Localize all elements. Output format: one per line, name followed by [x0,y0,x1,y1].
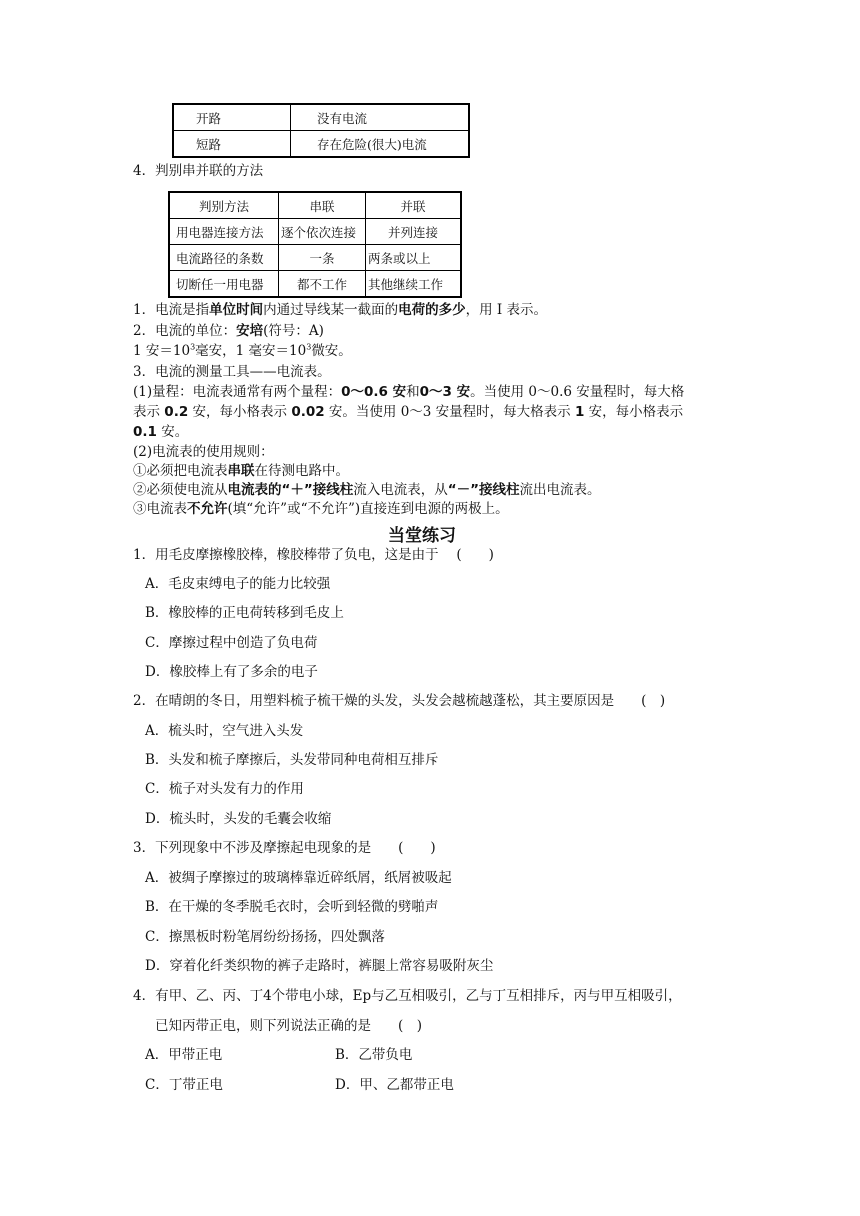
question-4-option-d: D．甲、乙都带正电 [335,1077,454,1093]
note-usage-rules: (2)电流表的使用规则： [133,444,274,460]
question-4-option-b: B．乙带负电 [335,1047,413,1063]
table-header: 串联 [279,192,366,219]
question-4-stem-continued: 已知丙带正电，则下列说法正确的是 ( ) [155,1018,423,1034]
table-cell: 逐个依次连接 [279,219,366,245]
question-1-option-a: A．毛皮束缚电子的能力比较强 [145,576,331,592]
table-cell: 并列连接 [366,219,462,245]
circuit-state-table [172,103,470,158]
note-range-line1: (1)量程：电流表通常有两个量程：0～0.6 安和0～3 安。当使用 0～0.6 安量程时，每大格 [133,384,685,400]
question-1-option-d: D．橡胶棒上有了多余的电子 [145,664,318,680]
question-2-option-b: B．头发和梳子摩擦后，头发带同种电荷相互排斥 [145,752,439,768]
rule-3: ③电流表不允许(填“允许”或“不允许”)直接连到电源的两极上。 [133,501,509,517]
question-2-option-c: C．梳子对头发有力的作用 [145,781,304,797]
question-3-option-a: A．被绸子摩擦过的玻璃棒靠近碎纸屑，纸屑被吸起 [145,870,452,886]
table-row [169,219,461,245]
table-cell: 都不工作 [279,271,366,298]
question-3-option-c: C．擦黑板时粉笔屑纷纷扬扬，四处飘落 [145,929,385,945]
table-cell: 切断任一用电器 [169,271,279,298]
rule-1: ①必须把电流表串联在待测电路中。 [133,463,349,479]
note-current-definition: 1．电流是指单位时间内通过导线某一截面的电荷的多少，用 I 表示。 [133,302,548,318]
table-row [173,131,469,158]
note-range-line3: 0.1 安。 [133,424,189,440]
question-1-stem: 1．用毛皮摩擦橡胶棒，橡胶棒带了负电，这是由于 ( ) [133,547,494,563]
question-4-option-c: C．丁带正电 [145,1077,223,1093]
table-cell: 短路 [173,131,291,158]
table-cell: 没有电流 [291,104,470,131]
section-heading: 4．判别串并联的方法 [133,163,264,179]
question-4-option-a: A．甲带正电 [145,1047,223,1063]
table-cell: 一条 [279,245,366,271]
note-range-line2: 表示 0.2 安，每小格表示 0.02 安。当使用 0～3 安量程时，每大格表示 1 安，每小格表示 [133,404,684,420]
question-4-stem: 4．有甲、乙、丙、丁4个带电小球，Ep与乙互相吸引，乙与丁互相排斥，丙与甲互相吸引， [133,988,682,1004]
table-cell: 开路 [173,104,291,131]
table-cell: 两条或以上 [366,245,462,271]
note-current-unit: 2．电流的单位：安培(符号：A) [133,323,324,339]
rule-2: ②必须使电流从电流表的“＋”接线柱流入电流表，从“－”接线柱流出电流表。 [133,482,601,498]
question-3-option-d: D．穿着化纤类织物的裤子走路时，裤腿上常容易吸附灰尘 [145,958,494,974]
table-cell: 存在危险(很大)电流 [291,131,470,158]
series-parallel-table [168,191,462,298]
section-title: 当堂练习 [388,526,456,546]
note-unit-conversion: 1 安$=10^3$毫安，1 毫安$=10^3$微安。 [133,342,352,359]
table-header: 并联 [366,192,462,219]
question-3-stem: 3．下列现象中不涉及摩擦起电现象的是 ( ) [133,840,436,856]
question-1-option-b: B．橡胶棒的正电荷转移到毛皮上 [145,605,344,621]
question-1-option-c: C．摩擦过程中创造了负电荷 [145,635,318,651]
question-2-option-d: D．梳头时，头发的毛囊会收缩 [145,811,332,827]
table-cell: 电流路径的条数 [169,245,279,271]
question-2-stem: 2．在晴朗的冬日，用塑料梳子梳干燥的头发，头发会越梳越蓬松，其主要原因是 ( ) [133,693,666,709]
table-header-row [169,192,461,219]
table-cell: 其他继续工作 [366,271,462,298]
table-cell: 用电器连接方法 [169,219,279,245]
table-header: 判别方法 [169,192,279,219]
table-row [169,245,461,271]
question-3-option-b: B．在干燥的冬季脱毛衣时，会听到轻微的劈啪声 [145,899,439,915]
note-measuring-tool: 3．电流的测量工具——电流表。 [133,364,331,380]
question-2-option-a: A．梳头时，空气进入头发 [145,723,304,739]
table-row [169,271,461,298]
table-row [173,104,469,131]
